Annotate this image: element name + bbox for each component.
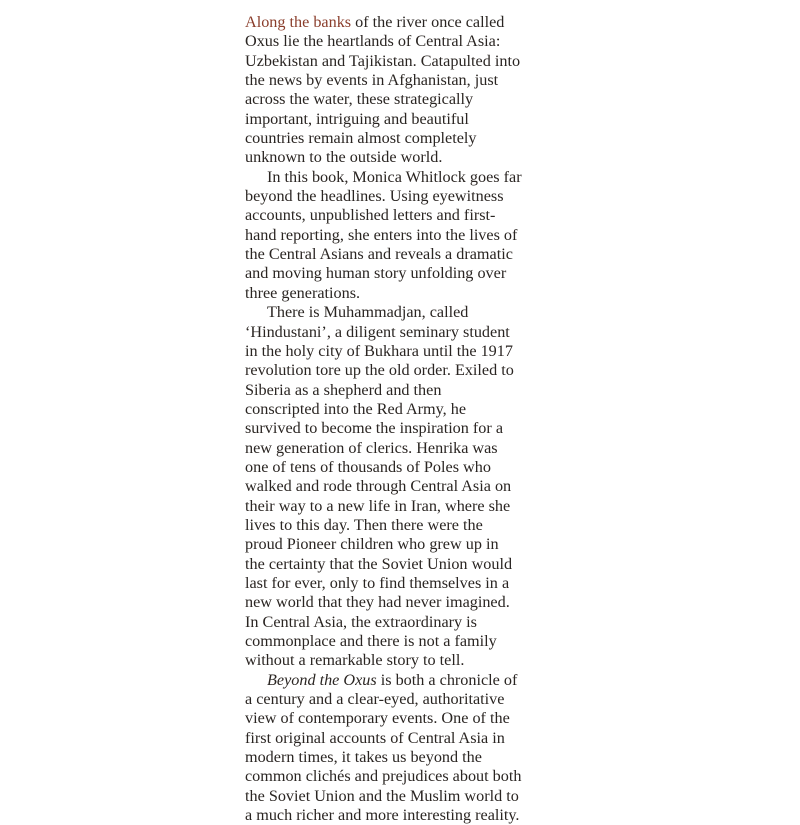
book-title-italic: Beyond the Oxus xyxy=(267,670,377,689)
text-line: There is Muhammadjan, called xyxy=(267,303,469,322)
text-line: walked and rode through Central Asia on xyxy=(245,477,512,496)
text-line: a century and a clear-eyed, authoritative xyxy=(245,690,505,709)
text-line: countries remain almost completely xyxy=(245,129,477,148)
text-line: important, intriguing and beautiful xyxy=(245,109,469,128)
text-line: one of tens of thousands of Poles who xyxy=(245,457,491,476)
paragraph-book-summary xyxy=(245,168,800,303)
text-line: ‘Hindustani’, a diligent seminary student xyxy=(245,322,510,341)
text-line: lives to this day. Then there were the xyxy=(245,515,483,534)
text-line: conscripted into the Red Army, he xyxy=(245,399,467,418)
text-line: the Soviet Union and the Muslim world to xyxy=(245,786,519,805)
text-line: unknown to the outside world. xyxy=(245,148,443,167)
text-line: accounts, unpublished letters and first- xyxy=(245,206,496,225)
text-line: last for ever, only to find themselves in a xyxy=(245,573,510,592)
text-line: in the holy city of Bukhara until the 1917 xyxy=(245,341,513,360)
text-line: their way to a new life in Iran, where she xyxy=(245,496,511,515)
text-line: the news by events in Afghanistan, just xyxy=(245,71,499,90)
text-line: Oxus lie the heartlands of Central Asia: xyxy=(245,32,501,51)
text-line: Siberia as a shepherd and then xyxy=(245,380,442,399)
text-line: Uzbekistan and Tajikistan. Catapulted into xyxy=(245,51,521,70)
blurb-text-block xyxy=(245,13,800,825)
text-line: In this book, Monica Whitlock goes far xyxy=(267,167,522,186)
text-line xyxy=(245,13,800,32)
text-line: the certainty that the Soviet Union would xyxy=(245,554,513,573)
text-line: view of contemporary events. One of the xyxy=(245,709,510,728)
text-line: proud Pioneer children who grew up in xyxy=(245,535,499,554)
text-line: modern times, it takes us beyond the xyxy=(245,748,482,767)
text-line: In Central Asia, the extraordinary is xyxy=(245,612,477,631)
text-line: common clichés and prejudices about both xyxy=(245,767,522,786)
paragraph-conclusion xyxy=(245,671,800,825)
text-line: three generations. xyxy=(245,283,361,302)
text-line: new world that they had never imagined. xyxy=(245,593,510,612)
paragraph-intro xyxy=(245,13,800,168)
line-text: of the river once called xyxy=(351,13,505,31)
lead-in-words: Along the banks xyxy=(245,13,352,31)
text-line: hand reporting, she enters into the lives of xyxy=(245,225,518,244)
text-line: new generation of clerics. Henrika was xyxy=(245,438,498,457)
line-text: is both a chronicle of xyxy=(376,670,518,689)
text-line: across the water, these strategically xyxy=(245,90,474,109)
text-line: the Central Asians and reveals a dramatic xyxy=(245,245,513,264)
text-line: beyond the headlines. Using eyewitness xyxy=(245,187,504,206)
text-line: without a remarkable story to tell. xyxy=(245,651,465,670)
text-line: survived to become the inspiration for a xyxy=(245,419,504,438)
text-line: first original accounts of Central Asia in xyxy=(245,728,505,747)
paragraph-characters xyxy=(245,303,800,671)
text-line xyxy=(245,671,800,690)
text-line: a much richer and more interesting reality. xyxy=(245,806,520,825)
text-line: and moving human story unfolding over xyxy=(245,264,507,283)
text-line: revolution tore up the old order. Exiled to xyxy=(245,361,514,380)
text-line: commonplace and there is not a family xyxy=(245,632,497,650)
